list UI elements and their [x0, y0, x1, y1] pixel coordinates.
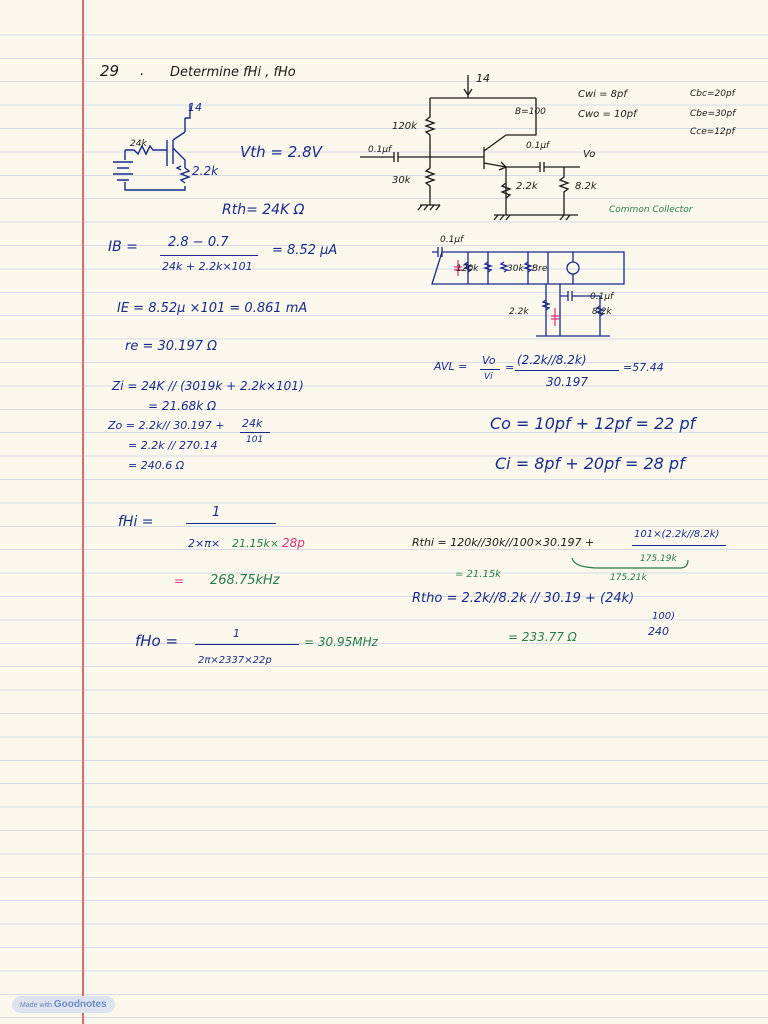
rthi-sub2: 175.21k: [610, 573, 647, 583]
rthi-result: = 21.15k: [455, 569, 501, 580]
vth-equation: Vth = 2.8V: [240, 143, 322, 161]
ib-fraction-bar: [160, 255, 258, 256]
ib-denominator: 24k + 2.2k×101: [162, 260, 253, 273]
schematic-r1-label: 120k: [392, 121, 417, 132]
ac-rl-label: 8.2k: [592, 307, 612, 317]
cwo-spec: Cwo = 10pf: [578, 109, 637, 120]
made-with-text: Made with: [20, 1002, 52, 1009]
ac-cout-label: 0.1μf: [590, 292, 614, 302]
zi-line2: = 21.68k Ω: [148, 399, 217, 413]
fho-fraction-bar: [195, 644, 299, 645]
fhi-numerator: 1: [212, 505, 221, 520]
fhi-den-c: 28p: [282, 536, 305, 550]
fhi-fraction-bar: [186, 523, 276, 524]
ac-r1-label: 120k: [456, 264, 479, 274]
schematic-re-label: 2.2k: [516, 181, 538, 192]
schematic-beta-label: B=100: [515, 107, 546, 117]
avl-vo-vi-bar: [480, 369, 500, 370]
left-supply-label: 14: [188, 101, 202, 114]
left-rb-label: 24k: [130, 139, 147, 149]
ac-re-label: 2.2k: [509, 307, 529, 317]
re-value: re = 30.197 Ω: [125, 339, 218, 354]
problem-title: Determine fHi , fHo: [170, 65, 296, 80]
cwi-spec: Cwi = 8pf: [578, 89, 627, 100]
fhi-result-equals: =: [174, 574, 185, 588]
avl-label: AVL =: [434, 360, 468, 373]
ib-numerator: 2.8 − 0.7: [168, 235, 229, 250]
schematic-vo-label: Vo: [583, 149, 596, 160]
ib-label: IB =: [108, 239, 138, 255]
zo-frac-den: 101: [246, 435, 264, 445]
ac-r2-label: 30k: [507, 264, 524, 274]
fho-denominator: 2π×2337×22p: [198, 655, 272, 666]
rtho-equation: Rtho = 2.2k//8.2k // 30.19 + (24k): [412, 591, 635, 606]
ie-equation: IE = 8.52μ ×101 = 0.861 mA: [117, 301, 308, 316]
zo-line1: Zo = 2.2k// 30.197 +: [108, 419, 225, 432]
ac-cin-label: 0.1μf: [440, 235, 464, 245]
rtho-sub1: 100): [652, 611, 675, 622]
rthi-frac-bar: [632, 545, 726, 546]
avl-fraction-bar: [515, 370, 619, 371]
avl-vo: Vo: [482, 354, 496, 367]
fho-label: fHo =: [135, 632, 179, 650]
goodnotes-brand: Goodnotes: [53, 999, 107, 1010]
fho-result: = 30.95MHz: [304, 635, 378, 649]
rthi-frac-num: 101×(2.2k//8.2k): [634, 529, 720, 540]
co-equation: Co = 10pf + 12pf = 22 pf: [490, 414, 696, 433]
avl-denominator: 30.197: [546, 375, 588, 389]
zi-line1: Zi = 24K // (3019k + 2.2k×101): [112, 379, 304, 393]
ac-equivalent-circuit: [428, 240, 638, 340]
red-margin-line: [82, 0, 84, 1024]
thevenin-circuit-sketch: [105, 100, 215, 200]
schematic-rl-label: 8.2k: [575, 181, 597, 192]
common-collector-schematic: [360, 72, 600, 220]
rthi-sub1: 175.19k: [640, 554, 677, 564]
zo-frac-bar: [240, 432, 270, 433]
cce-spec: Cce=12pf: [690, 127, 735, 137]
rthi-equation: Rthi = 120k//30k//100×30.197 +: [412, 536, 595, 549]
fhi-label: fHi =: [118, 514, 154, 530]
schematic-vcc-label: 14: [476, 72, 490, 85]
rth-equation: Rth= 24K Ω: [222, 202, 305, 218]
cbc-spec: Cbc=20pf: [690, 89, 735, 99]
ac-rb-label: Bre: [532, 264, 548, 274]
schematic-cout-label: 0.1μf: [526, 141, 550, 151]
zo-frac-num: 24k: [242, 417, 263, 430]
header-dot: .: [140, 63, 145, 79]
cbe-spec: Cbe=30pf: [690, 109, 736, 119]
fhi-den-a: 2×π×: [188, 537, 221, 550]
fhi-result: 268.75kHz: [210, 573, 280, 588]
fhi-den-b: 21.15k×: [232, 537, 280, 550]
zo-line2: = 2.2k // 270.14: [128, 439, 218, 452]
goodnotes-badge[interactable]: [12, 996, 115, 1013]
problem-number: 29: [100, 62, 120, 80]
fho-numerator: 1: [233, 627, 240, 640]
schematic-caption: Common Collector: [609, 205, 693, 215]
left-re-label: 2.2k: [192, 164, 219, 178]
schematic-cin-label: 0.1μf: [368, 145, 392, 155]
avl-result: =57.44: [623, 361, 664, 374]
schematic-r2-label: 30k: [392, 175, 411, 186]
rtho-sub2: 240: [648, 625, 669, 638]
rtho-result: = 233.77 Ω: [508, 630, 577, 644]
avl-equals: =: [505, 361, 515, 374]
ib-result: = 8.52 μA: [272, 243, 338, 258]
avl-vi: Vi: [484, 372, 493, 382]
zo-line3: = 240.6 Ω: [128, 459, 185, 472]
avl-numerator: (2.2k//8.2k): [517, 353, 587, 367]
ci-equation: Ci = 8pf + 20pf = 28 pf: [495, 454, 685, 473]
